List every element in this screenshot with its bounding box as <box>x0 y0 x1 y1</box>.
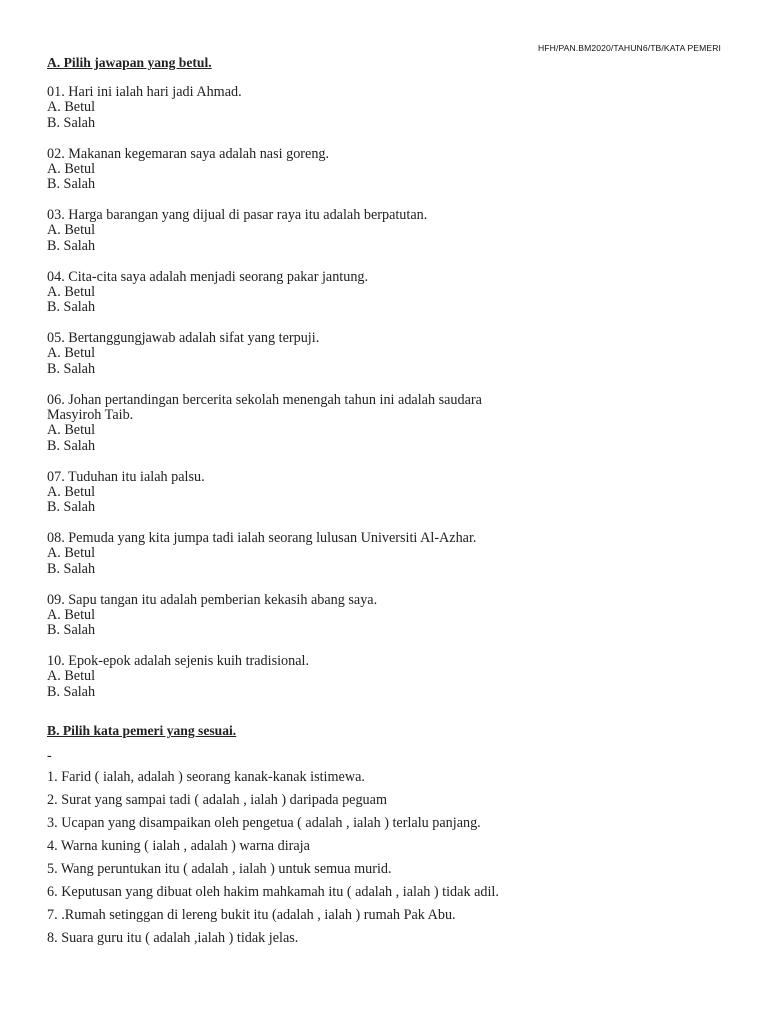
option-b: B. Salah <box>47 683 96 700</box>
question-stem: 03. Harga barangan yang dijual di pasar raya itu adalah berpatutan. <box>47 207 428 224</box>
option-a: A. Betul <box>47 345 96 362</box>
option-a: A. Betul <box>47 222 96 239</box>
question-stem: 10. Epok-epok adalah sejenis kuih tradisional. <box>47 653 310 670</box>
option-b: B. Salah <box>47 622 96 639</box>
option-a: A. Betul <box>47 668 96 685</box>
document-code: HFH/PAN.BM2020/TAHUN6/TB/KATA PEMERI <box>538 43 721 53</box>
question-block <box>47 654 727 700</box>
option-b: B. Salah <box>47 176 96 193</box>
section-b-title: B. Pilih kata pemeri yang sesuai. <box>47 723 237 739</box>
section-a-title: A. Pilih jawapan yang betul. <box>47 55 212 70</box>
section-b <box>47 722 727 950</box>
option-b: B. Salah <box>47 237 96 254</box>
option-b: B. Salah <box>47 360 96 377</box>
question-stem: 01. Hari ini ialah hari jadi Ahmad. <box>47 84 242 100</box>
option-b: B. Salah <box>47 114 96 131</box>
option-b: B. Salah <box>47 437 96 454</box>
section-b-items <box>47 766 727 950</box>
option-a: A. Betul <box>47 160 96 177</box>
fill-in-item: 2. Surat yang sampai tadi ( adalah , ialah ) daripada peguam <box>47 792 387 809</box>
question-block <box>47 270 727 316</box>
question-block <box>47 531 727 577</box>
section-b-dash: - <box>47 748 52 765</box>
fill-in-item: 6. Keputusan yang dibuat oleh hakim mahkamah itu ( adalah , ialah ) tidak adil. <box>47 884 499 901</box>
question-stem: 06. Johan pertandingan bercerita sekolah menengah tahun ini adalah saudara Masyiroh Taib. <box>47 391 482 423</box>
question-stem: 09. Sapu tangan itu adalah pemberian kekasih abang saya. <box>47 591 378 608</box>
option-b: B. Salah <box>47 499 96 516</box>
fill-in-item: 7. .Rumah setinggan di lereng bukit itu (adalah , ialah ) rumah Pak Abu. <box>47 907 456 924</box>
option-a: A. Betul <box>47 545 96 562</box>
option-b: B. Salah <box>47 560 96 577</box>
question-block <box>47 85 727 131</box>
option-a: A. Betul <box>47 283 96 300</box>
option-a: A. Betul <box>47 422 96 439</box>
fill-in-item: 3. Ucapan yang disampaikan oleh pengetua ( adalah , ialah ) terlalu panjang. <box>47 815 481 832</box>
question-block <box>47 208 727 254</box>
question-stem: 05. Bertanggungjawab adalah sifat yang terpuji. <box>47 330 320 347</box>
fill-in-item: 1. Farid ( ialah, adalah ) seorang kanak-kanak istimewa. <box>47 769 365 786</box>
question-block <box>47 593 727 639</box>
option-a: A. Betul <box>47 606 96 623</box>
fill-in-item: 8. Suara guru itu ( adalah ,ialah ) tidak jelas. <box>47 930 299 947</box>
option-a: A. Betul <box>47 99 96 116</box>
question-block <box>47 393 727 455</box>
question-block <box>47 331 727 377</box>
option-a: A. Betul <box>47 483 96 500</box>
question-stem: 02. Makanan kegemaran saya adalah nasi goreng. <box>47 145 330 162</box>
question-block <box>47 147 727 193</box>
question-stem: 08. Pemuda yang kita jumpa tadi ialah seorang lulusan Universiti Al-Azhar. <box>47 530 477 547</box>
question-stem: 04. Cita-cita saya adalah menjadi seorang pakar jantung. <box>47 268 369 285</box>
fill-in-item: 4. Warna kuning ( ialah , adalah ) warna diraja <box>47 838 310 855</box>
question-block <box>47 470 727 516</box>
fill-in-item: 5. Wang peruntukan itu ( adalah , ialah ) untuk semua murid. <box>47 861 392 878</box>
question-stem: 07. Tuduhan itu ialah palsu. <box>47 468 205 485</box>
option-b: B. Salah <box>47 299 96 316</box>
section-a-questions <box>47 85 727 700</box>
worksheet-content <box>47 54 727 950</box>
